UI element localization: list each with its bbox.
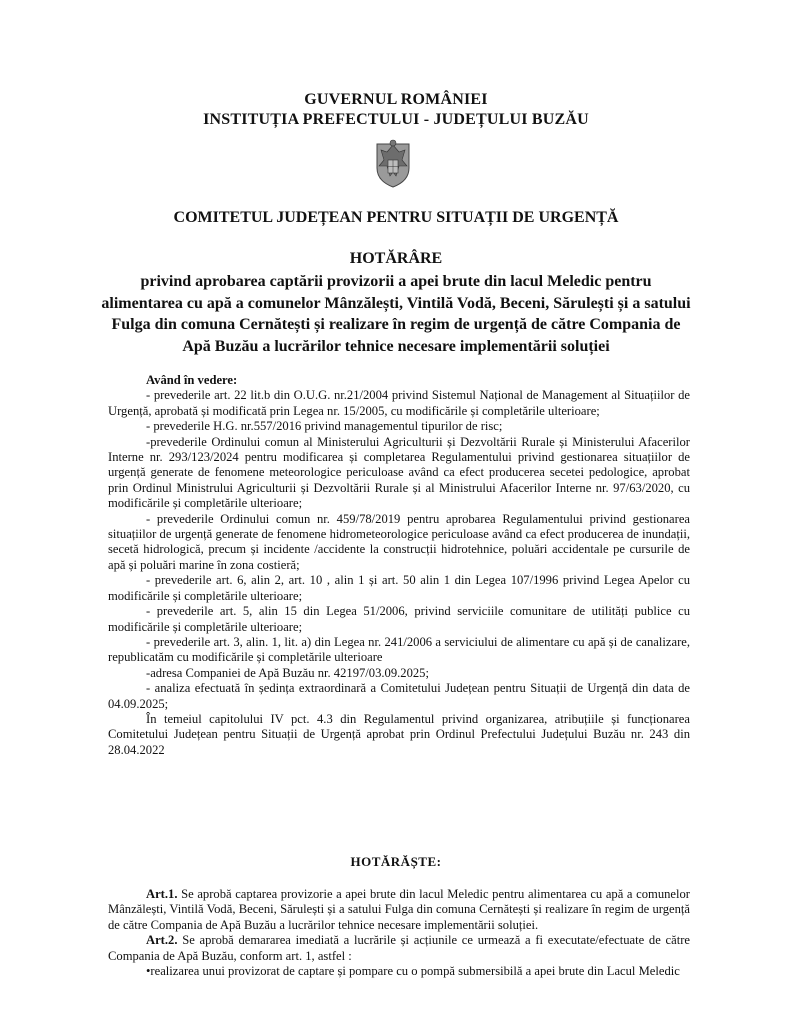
committee-heading: COMITETUL JUDEȚEAN PENTRU SITUAȚII DE URGENȚĂ: [173, 209, 619, 226]
considering-item: - prevederile art. 5, alin 15 din Legea 51/2006, privind serviciile comunitare de utilități publice cu modificările și completările ulterioare;: [108, 604, 690, 634]
considering-item: - prevederile art. 6, alin 2, art. 10 , alin 1 și art. 50 alin 1 din Legea 107/1996 privind Legea Apelor cu modificările și completările ulterioare;: [108, 573, 690, 603]
considering-item: - prevederile art. 22 lit.b din O.U.G. nr.21/2004 privind Sistemul Național de Management al Situațiilor de Urgență, aprobată și modificată prin Legea nr. 15/2005, cu modificările și completările ulterioare;: [108, 388, 690, 418]
decision-subtitle: privind aprobarea captării provizorii a apei brute din lacul Meledic pentru alimentarea cu apă a comunelor Mânzălești, Vintilă Vodă, Beceni, Sărulești și a satului Fulga din comuna Cernătești și realizare în regim de urgență de către Compania de Apă Buzău a lucrărilor tehnice necesare implementării soluției: [101, 273, 691, 355]
considering-item: - prevederile art. 3, alin. 1, lit. a) din Legea nr. 241/2006 a serviciului de alimentare cu apă și de canalizare, republicatăm cu modificările și completările ulterioare: [108, 634, 690, 665]
considering-item: - analiza efectuată în ședința extraordinară a Comitetului Județean pentru Situații de Urgență din data de 04.09.2025;: [108, 681, 690, 711]
considering-item: -adresa Companiei de Apă Buzău nr. 42197/03.09.2025;: [146, 665, 429, 680]
article-1-text: Se aprobă captarea provizorie a apei brute din lacul Meledic pentru alimentarea cu apă a comunelor Mânzălești, Vintilă Vodă, Beceni, Sărulești și a satului Fulga din comuna Cernătești și realizare în regim de urgență de către Compania de Apă Buzău a lucrărilor tehnice necesare implementării soluției.: [108, 887, 690, 932]
considering-section: [108, 373, 690, 758]
articles-section: [108, 887, 690, 979]
legal-basis: În temeiul capitolului IV pct. 4.3 din Regulamentul privind organizarea, atribuțiile și funcționarea Comitetului Județean pentru Situații de Urgență aprobat prin Ordinul Prefectului Județului Buzău nr. 243 din 28.04.2022: [108, 711, 690, 757]
considering-heading: Având în vedere:: [146, 373, 238, 387]
article-2: [108, 933, 690, 964]
article-1: [108, 887, 690, 933]
article-2-label: Art.2.: [146, 933, 178, 948]
considering-item: - prevederile H.G. nr.557/2016 privind managementul tipurilor de risc;: [146, 419, 503, 434]
considering-item: - prevederile Ordinului comun nr. 459/78/2019 pentru aprobarea Regulamentului privind gestionarea situațiilor de urgență generate de fenomene hidrometeorologice periculoase având ca efect producerea de inundații, secetă hidrologică, precum și incidente /accidente la construcții hidrotehnice, poluări accidentale pe cursurile de apă și poluări marine în zona costieră;: [108, 511, 690, 572]
article-2-bullet: •realizarea unui provizorat de captare și pompare cu o pompă submersibilă a apei brute din Lacul Meledic: [146, 964, 680, 979]
coat-of-arms-icon: [374, 138, 412, 188]
article-2-text: Se aprobă demararea imediată a lucrările și acțiunile ce urmează a fi executate/efectuate de către Compania de Apă Buzău, conform art. 1, astfel :: [108, 933, 690, 963]
decides-heading: HOTĂRĂȘTE:: [350, 854, 442, 869]
decision-title: HOTĂRÂRE: [349, 250, 443, 267]
government-heading: GUVERNUL ROMÂNIEI: [304, 91, 488, 108]
prefecture-heading: INSTITUȚIA PREFECTULUI - JUDEȚULUI BUZĂU: [203, 111, 589, 128]
considering-item: -prevederile Ordinului comun al Ministerului Agriculturii și Dezvoltării Rurale și Ministerului Afacerilor Interne nr. 293/123/2024 pentru modificarea și completarea Regulamentului privind gestionarea situațiilor de urgență generate de fenomene meteorologice periculoase având ca efect producerea secetei pedologice, aprobat prin Ordinul Ministrului Agriculturii și Dezvoltării Rurale și al Ministrului Afacerilor Interne nr. 97/63/2020, cu modificările și completările ulterioare;: [108, 434, 690, 511]
article-1-label: Art.1.: [146, 887, 178, 901]
